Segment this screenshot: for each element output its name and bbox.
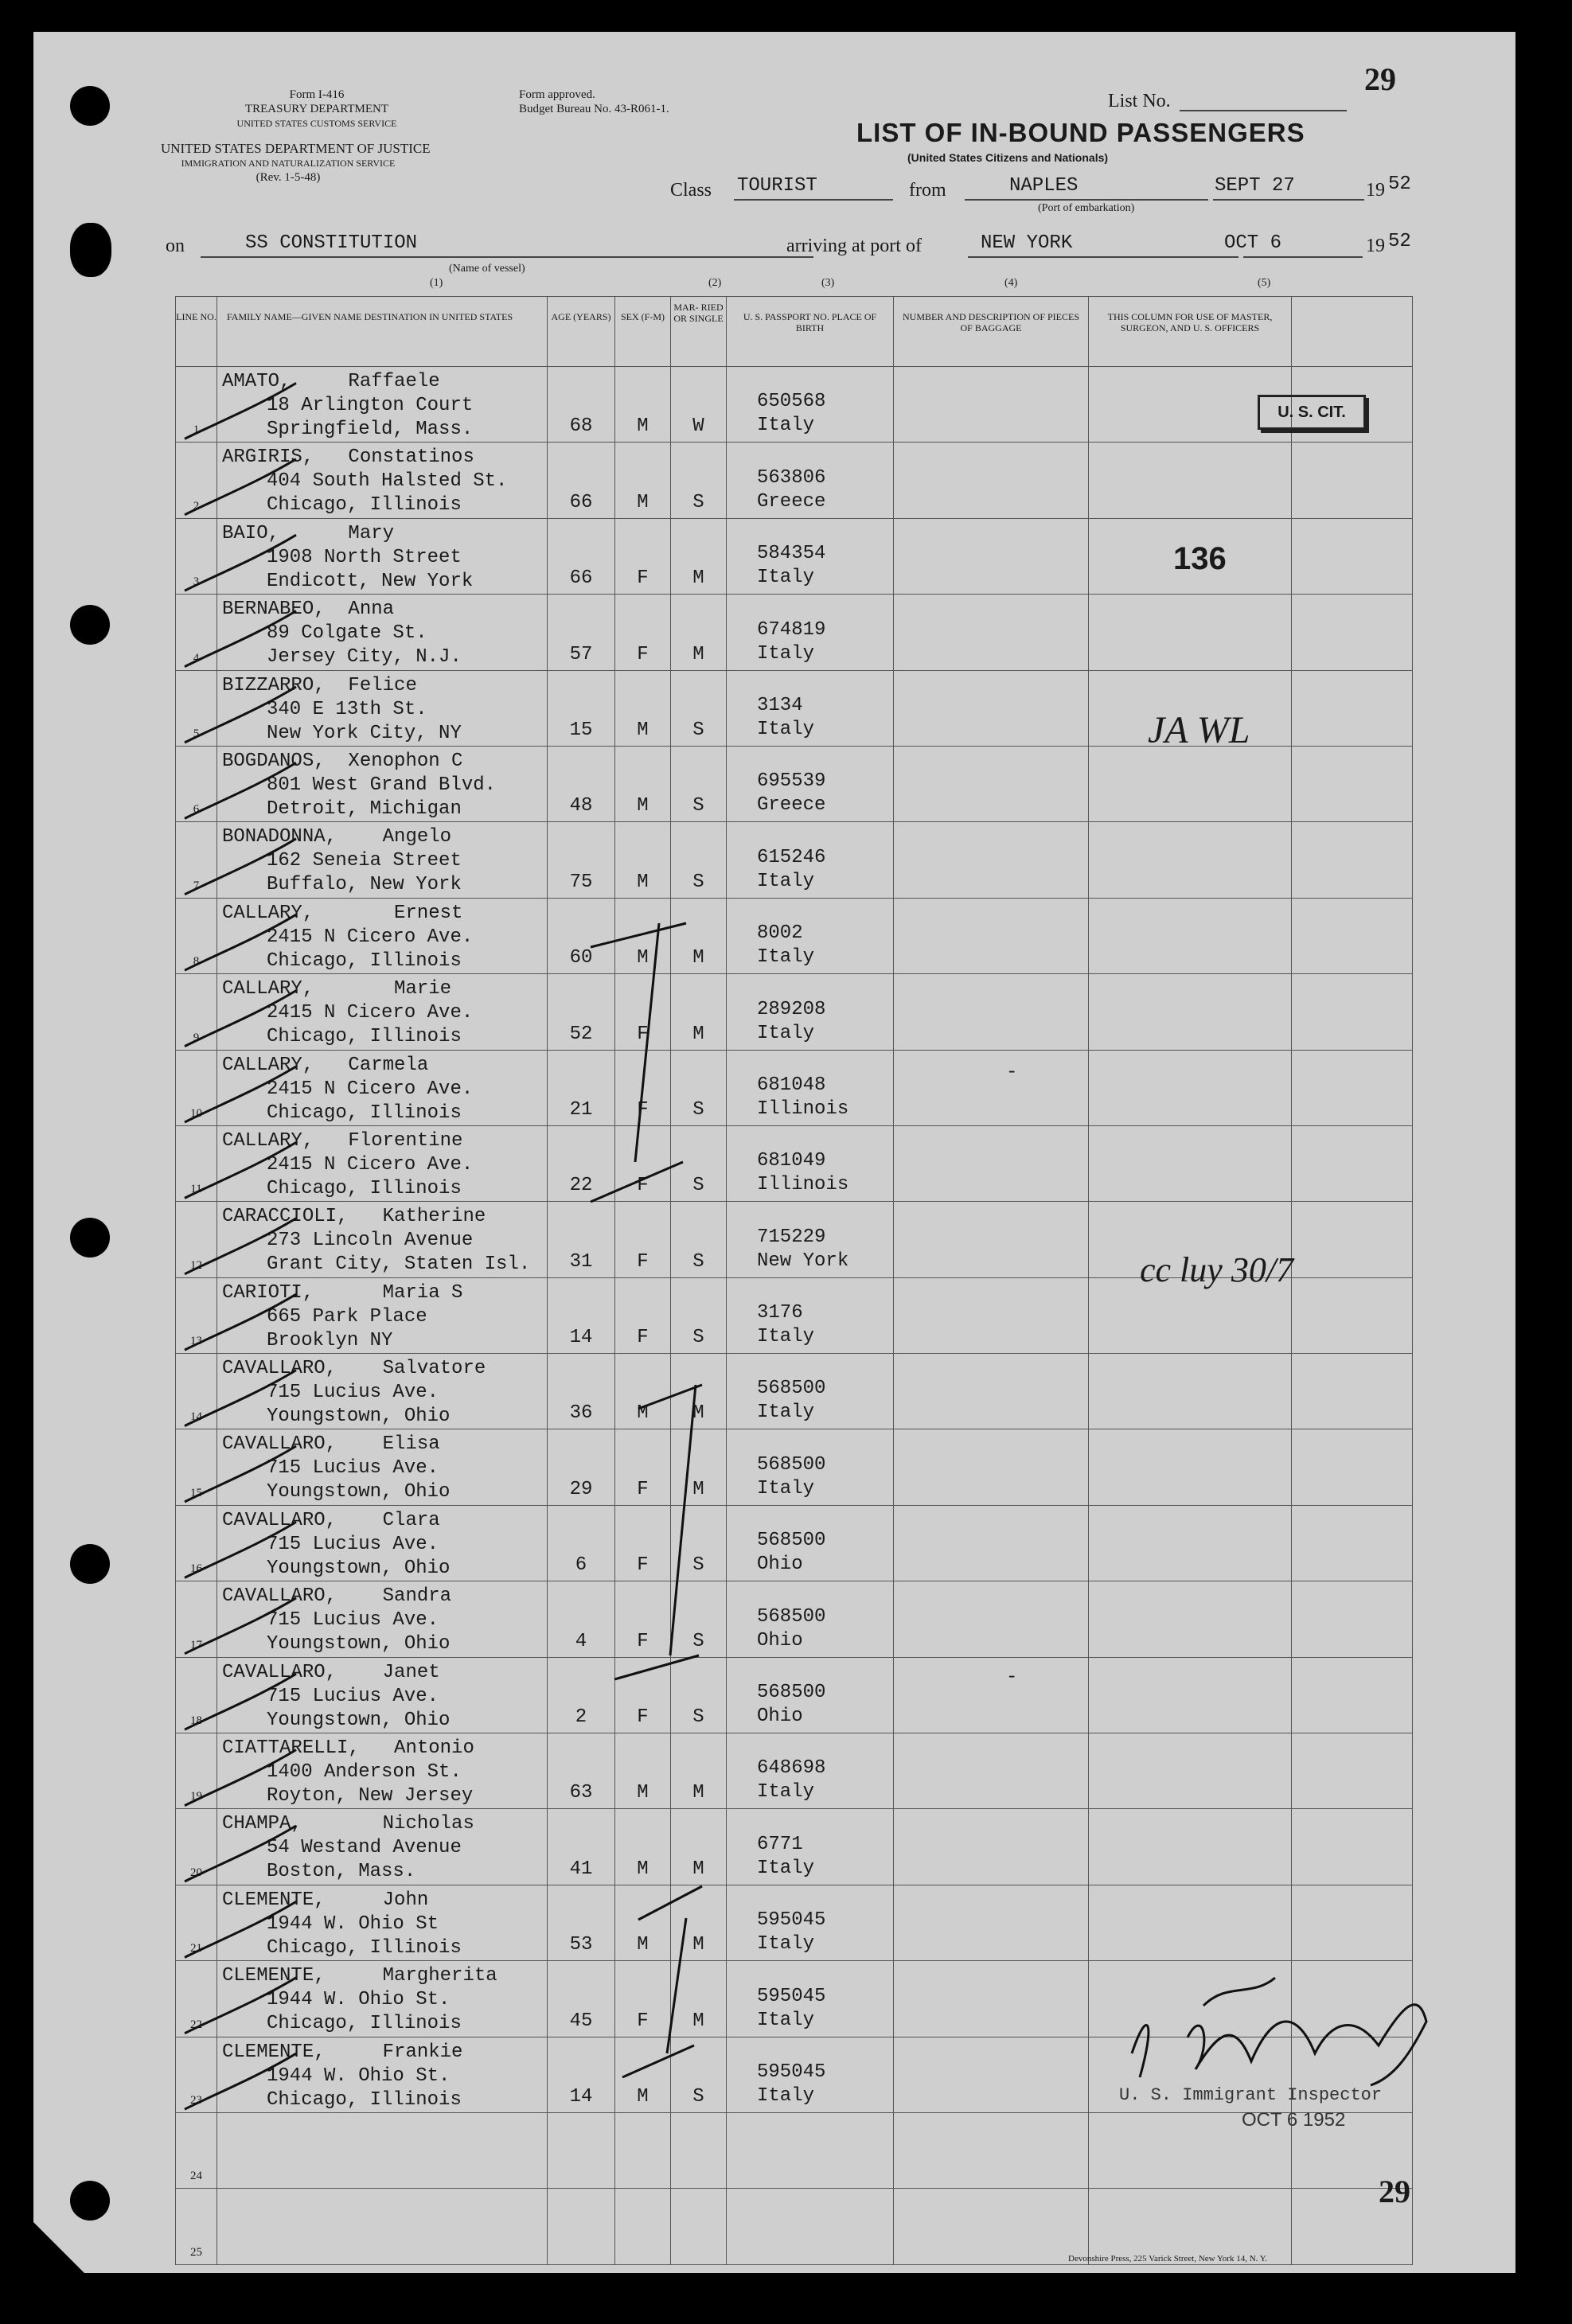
passenger-address: 1944 W. Ohio St. <box>267 1989 451 2011</box>
on-label: on <box>166 236 185 256</box>
column-number: (3) <box>821 277 835 289</box>
line-number: 16 <box>176 1505 217 1581</box>
check-mark <box>185 611 296 667</box>
birth-place: Italy <box>757 2009 815 2031</box>
passenger-city: New York City, NY <box>267 722 462 744</box>
passport-number: 568500 <box>757 1378 826 1400</box>
passenger-name: CLEMENTE, Margherita <box>222 1965 497 1987</box>
sex-cell: M <box>615 1354 671 1429</box>
marital-cell: M <box>671 898 727 973</box>
line-number: 11 <box>176 1125 217 1201</box>
marital-cell: S <box>671 2037 727 2112</box>
line-number: 8 <box>176 898 217 973</box>
passenger-address: 2415 N Cicero Ave. <box>267 926 474 948</box>
sex-cell: F <box>615 1202 671 1277</box>
passport-number: 568500 <box>757 1453 826 1476</box>
passenger-address: 715 Lucius Ave. <box>267 1533 439 1555</box>
sex-cell: F <box>615 1125 671 1201</box>
marital-cell: S <box>671 822 727 898</box>
line-number: 3 <box>176 518 217 594</box>
arrival-year-prefix: 19 <box>1366 236 1385 256</box>
page-number-top: 29 <box>1364 61 1396 97</box>
check-mark <box>185 535 296 591</box>
sex-cell: M <box>615 2037 671 2112</box>
header-officers: THIS COLUMN FOR USE OF MASTER, SURGEON, AND U. S. OFFICERS <box>1089 297 1292 367</box>
age-cell: 22 <box>548 1125 615 1201</box>
birth-place: Italy <box>757 642 815 665</box>
marital-cell: S <box>671 1125 727 1201</box>
passenger-city: Grant City, Staten Isl. <box>267 1254 531 1276</box>
line-number: 13 <box>176 1277 217 1353</box>
check-mark <box>185 914 296 970</box>
line-number: 5 <box>176 670 217 746</box>
arrival-year: 52 <box>1388 231 1411 252</box>
handwritten-initials: JA WL <box>1148 709 1250 751</box>
embark-date: SEPT 27 <box>1215 175 1295 197</box>
manifest-title: LIST OF IN-BOUND PASSENGERS <box>856 118 1305 147</box>
passenger-city: Chicago, Illinois <box>267 494 462 517</box>
age-cell: 29 <box>548 1429 615 1505</box>
check-mark <box>185 1826 296 1881</box>
age-cell: 60 <box>548 898 615 973</box>
marital-cell: S <box>671 1050 727 1125</box>
marital-cell: M <box>671 1809 727 1885</box>
passenger-city: Chicago, Illinois <box>267 1026 462 1048</box>
passenger-name: BONADONNA, Angelo <box>222 826 452 848</box>
age-cell: 66 <box>548 443 615 518</box>
passenger-address: 715 Lucius Ave. <box>267 1457 439 1480</box>
line-number: 17 <box>176 1581 217 1657</box>
passenger-city: Springfield, Mass. <box>267 419 474 440</box>
line-number: 10 <box>176 1050 217 1125</box>
check-mark <box>185 2053 296 2109</box>
passenger-name: CALLARY, Carmela <box>222 1054 429 1076</box>
passenger-address: 715 Lucius Ave. <box>267 1685 439 1707</box>
manifest-page <box>33 32 1515 2273</box>
marital-cell: S <box>671 1277 727 1353</box>
passenger-name: CAVALLARO, Janet <box>222 1661 440 1683</box>
header-married: MAR- RIED OR SINGLE <box>671 297 727 367</box>
form-justice: UNITED STATES DEPARTMENT OF JUSTICE <box>161 141 431 156</box>
line-number: 21 <box>176 1885 217 1960</box>
age-cell: 4 <box>548 1581 615 1657</box>
marital-cell: S <box>671 1581 727 1657</box>
sex-cell: M <box>615 1733 671 1809</box>
list-no-label: List No. <box>1108 91 1171 111</box>
sex-cell: F <box>615 518 671 594</box>
check-mark <box>185 1978 296 2034</box>
passenger-city: Chicago, Illinois <box>267 1936 462 1959</box>
check-mark <box>185 383 296 439</box>
passport-number: 715229 <box>757 1226 826 1248</box>
passenger-name: CIATTARELLI, Antonio <box>222 1737 474 1760</box>
sex-cell: M <box>615 670 671 746</box>
age-cell: 66 <box>548 518 615 594</box>
age-cell: 48 <box>548 746 615 821</box>
marital-cell: M <box>671 1429 727 1505</box>
passenger-city: Youngstown, Ohio <box>267 1633 451 1655</box>
passenger-name: CAVALLARO, Clara <box>222 1509 440 1531</box>
family-bracket <box>667 1918 686 2053</box>
sex-cell: M <box>615 822 671 898</box>
passport-number: 595045 <box>757 1909 826 1932</box>
birth-place: Italy <box>757 1326 815 1348</box>
passenger-name: CLEMENTE, Frankie <box>222 2041 463 2063</box>
passenger-address: 1944 W. Ohio St <box>267 1913 439 1935</box>
check-mark <box>185 1522 296 1577</box>
passenger-name: ARGIRIS, Constatinos <box>222 446 474 469</box>
passenger-name: CALLARY, Marie <box>222 978 452 1000</box>
passenger-address: 1944 W. Ohio St. <box>267 2065 451 2087</box>
age-cell: 53 <box>548 1885 615 1960</box>
family-bracket <box>670 1385 696 1655</box>
sex-cell: F <box>615 1050 671 1125</box>
passenger-city: Youngstown, Ohio <box>267 1557 451 1579</box>
marital-cell: M <box>671 1733 727 1809</box>
line-number: 12 <box>176 1202 217 1277</box>
birth-place: Italy <box>757 1402 815 1424</box>
sex-cell: M <box>615 1809 671 1885</box>
manifest-subtitle: (United States Citizens and Nationals) <box>907 151 1109 164</box>
age-cell: 15 <box>548 670 615 746</box>
passenger-city: Chicago, Illinois <box>267 2088 462 2111</box>
page-number-bottom: 29 <box>1379 2174 1410 2209</box>
line-number: 19 <box>176 1733 217 1809</box>
passport-number: 568500 <box>757 1682 826 1704</box>
line-number: 25 <box>176 2189 217 2264</box>
age-cell: 63 <box>548 1733 615 1809</box>
passport-number: 595045 <box>757 1985 826 2007</box>
passenger-city: Buffalo, New York <box>267 874 462 896</box>
marital-cell: M <box>671 595 727 670</box>
line-number: 7 <box>176 822 217 898</box>
passport-number: 648698 <box>757 1757 826 1780</box>
birth-place: Italy <box>757 415 815 437</box>
age-cell: 36 <box>548 1354 615 1429</box>
check-mark <box>185 1294 296 1350</box>
marital-cell: S <box>671 670 727 746</box>
form-budget: Budget Bureau No. 43-R061-1. <box>519 103 669 115</box>
line-number: 15 <box>176 1429 217 1505</box>
age-cell: 14 <box>548 2037 615 2112</box>
passenger-address: 162 Seneia Street <box>267 850 462 872</box>
check-mark <box>185 1901 296 1957</box>
passport-number: 3176 <box>757 1302 803 1324</box>
column-number: (5) <box>1258 277 1271 289</box>
line-number: 24 <box>176 2112 217 2188</box>
check-mark <box>185 687 296 743</box>
passenger-name: AMATO, Raffaele <box>222 371 440 392</box>
birth-place: Italy <box>757 1933 815 1956</box>
arrival-date: OCT 6 <box>1224 232 1282 254</box>
line-number: 20 <box>176 1809 217 1885</box>
age-cell: 41 <box>548 1809 615 1885</box>
age-cell: 52 <box>548 974 615 1050</box>
passport-number: 584354 <box>757 543 826 565</box>
passport-number: 615246 <box>757 846 826 868</box>
arriving-label: arriving at port of <box>786 236 922 256</box>
passenger-name: CHAMPA, Nicholas <box>222 1813 474 1835</box>
check-mark <box>185 1598 296 1654</box>
birth-place: Italy <box>757 1477 815 1499</box>
birth-place: Italy <box>757 1781 815 1803</box>
birth-place: Italy <box>757 718 815 740</box>
marital-cell: S <box>671 1505 727 1581</box>
bracket-slash <box>622 2045 694 2077</box>
birth-place: Greece <box>757 490 826 513</box>
manifest-count: 136 <box>1173 541 1227 576</box>
passenger-city: Detroit, Michigan <box>267 797 462 820</box>
form-approved: Form approved. <box>519 88 595 101</box>
class-value: TOURIST <box>737 175 817 197</box>
birth-place: Ohio <box>757 1629 803 1651</box>
passenger-city: Chicago, Illinois <box>267 949 462 972</box>
form-treasury: TREASURY DEPARTMENT <box>244 103 389 115</box>
passenger-city: Endicott, New York <box>267 570 474 592</box>
sex-cell: F <box>615 595 671 670</box>
check-mark <box>185 1066 296 1122</box>
passenger-city: Youngstown, Ohio <box>267 1481 451 1503</box>
passport-number: 568500 <box>757 1605 826 1628</box>
header-sex: SEX (F-M) <box>615 297 671 367</box>
age-cell: 2 <box>548 1657 615 1733</box>
vessel-note: (Name of vessel) <box>449 263 525 275</box>
header-baggage: NUMBER AND DESCRIPTION OF PIECES OF BAGGAGE <box>894 297 1089 367</box>
printer-imprint: Devonshire Press, 225 Varick Street, New York 14, N. Y. <box>1068 2254 1268 2264</box>
passport-number: 563806 <box>757 466 826 489</box>
column-number: (1) <box>430 277 443 289</box>
passenger-name: CARIOTI, Maria S <box>222 1281 463 1304</box>
line-number: 23 <box>176 2037 217 2112</box>
passenger-name: CALLARY, Florentine <box>222 1129 463 1152</box>
form-ins: IMMIGRATION AND NATURALIZATION SERVICE <box>181 158 396 169</box>
birth-place: Italy <box>757 1857 815 1879</box>
arrival-port: NEW YORK <box>981 232 1073 254</box>
sex-cell: M <box>615 1885 671 1960</box>
passport-number: 695539 <box>757 770 826 793</box>
passenger-name: CAVALLARO, Sandra <box>222 1585 452 1608</box>
inspector-title: U. S. Immigrant Inspector <box>1119 2085 1383 2105</box>
age-cell: 45 <box>548 1961 615 2037</box>
family-bracket <box>635 923 659 1162</box>
from-value: NAPLES <box>1009 175 1079 197</box>
passenger-city: Royton, New Jersey <box>267 1785 474 1807</box>
passport-number: 681049 <box>757 1150 826 1172</box>
marital-cell: M <box>671 1961 727 2037</box>
embark-year: 52 <box>1388 174 1411 195</box>
passport-number: 674819 <box>757 618 826 641</box>
passport-number: 650568 <box>757 391 826 413</box>
passenger-name: CALLARY, Ernest <box>222 902 463 924</box>
annotation-marks <box>33 32 1515 2273</box>
passenger-address: 273 Lincoln Avenue <box>267 1230 474 1252</box>
passenger-city: Chicago, Illinois <box>267 2013 462 2035</box>
vessel-name: SS CONSTITUTION <box>245 232 418 254</box>
birth-place: New York <box>757 1250 849 1272</box>
marital-cell: S <box>671 746 727 821</box>
passport-number: 681048 <box>757 1074 826 1096</box>
port-embarkation-note: (Port of embarkation) <box>1038 202 1135 214</box>
passport-number: 289208 <box>757 998 826 1020</box>
header-line: LINE NO. <box>176 297 217 367</box>
passenger-name: BOGDANOS, Xenophon C <box>222 750 463 772</box>
check-mark <box>185 839 296 895</box>
sex-cell: F <box>615 1657 671 1733</box>
passenger-name: CAVALLARO, Elisa <box>222 1433 440 1456</box>
sex-cell: F <box>615 1277 671 1353</box>
baggage-dash: - <box>1006 1062 1018 1083</box>
marital-cell: M <box>671 1354 727 1429</box>
sex-cell: F <box>615 1429 671 1505</box>
passport-number: 568500 <box>757 1530 826 1552</box>
passport-number: 6771 <box>757 1833 803 1855</box>
birth-place: Ohio <box>757 1554 803 1576</box>
passport-number: 595045 <box>757 2061 826 2083</box>
passenger-name: CLEMENTE, John <box>222 1889 429 1911</box>
check-mark <box>185 991 296 1047</box>
passenger-address: 715 Lucius Ave. <box>267 1382 439 1404</box>
passenger-address: 2415 N Cicero Ave. <box>267 1153 474 1176</box>
sex-cell: F <box>615 1581 671 1657</box>
line-number: 14 <box>176 1354 217 1429</box>
passenger-address: 801 West Grand Blvd. <box>267 774 497 796</box>
birth-place: Italy <box>757 567 815 589</box>
passenger-address: 2415 N Cicero Ave. <box>267 1078 474 1100</box>
marital-cell: M <box>671 1885 727 1960</box>
check-mark <box>185 1219 296 1274</box>
form-number: Form I-416 <box>289 88 345 101</box>
marital-cell: S <box>671 443 727 518</box>
header-passport: U. S. PASSPORT NO. PLACE OF BIRTH <box>727 297 894 367</box>
bracket-slash <box>614 1655 699 1679</box>
us-citizen-stamp: U. S. CIT. <box>1258 395 1366 430</box>
baggage-dash: - <box>1006 1667 1018 1688</box>
age-cell: 75 <box>548 822 615 898</box>
bracket-slash <box>591 1162 683 1202</box>
passenger-name: CARACCIOLI, Katherine <box>222 1206 486 1228</box>
passenger-city: Jersey City, N.J. <box>267 646 462 669</box>
birth-place: Illinois <box>757 1098 849 1120</box>
form-revision: (Rev. 1-5-48) <box>255 171 321 184</box>
passenger-name: BIZZARRO, Felice <box>222 674 417 696</box>
check-mark <box>185 1142 296 1198</box>
passenger-name: CAVALLARO, Salvatore <box>222 1358 486 1380</box>
passport-number: 8002 <box>757 922 803 945</box>
marital-cell: W <box>671 367 727 443</box>
marital-cell: M <box>671 518 727 594</box>
marital-cell: M <box>671 974 727 1050</box>
form-customs: UNITED STATES CUSTOMS SERVICE <box>236 118 397 129</box>
marital-cell: S <box>671 1657 727 1733</box>
passenger-city: Youngstown, Ohio <box>267 1406 451 1428</box>
bracket-slash <box>591 923 686 947</box>
birth-place: Ohio <box>757 1706 803 1728</box>
birth-place: Illinois <box>757 1174 849 1196</box>
line-number: 9 <box>176 974 217 1050</box>
check-mark <box>185 1371 296 1426</box>
age-cell: 21 <box>548 1050 615 1125</box>
column-number: (2) <box>708 277 722 289</box>
passenger-address: 715 Lucius Ave. <box>267 1609 439 1632</box>
from-label: from <box>909 180 946 201</box>
check-mark <box>185 1750 296 1806</box>
check-mark <box>185 1674 296 1729</box>
line-number: 22 <box>176 1961 217 2037</box>
passenger-city: Brooklyn NY <box>267 1329 393 1351</box>
birth-place: Italy <box>757 946 815 969</box>
bracket-slash <box>638 1886 702 1920</box>
check-mark <box>185 762 296 818</box>
passenger-address: 18 Arlington Court <box>267 395 474 416</box>
passenger-address: 404 South Halsted St. <box>267 470 508 493</box>
passenger-address: 340 E 13th St. <box>267 698 427 720</box>
passenger-city: Youngstown, Ohio <box>267 1709 451 1731</box>
birth-place: Italy <box>757 2084 815 2107</box>
header-name: FAMILY NAME—GIVEN NAME DESTINATION IN UNITED STATES <box>217 297 548 367</box>
sex-cell: F <box>615 1961 671 2037</box>
sex-cell: M <box>615 367 671 443</box>
line-number: 2 <box>176 443 217 518</box>
line-number: 6 <box>176 746 217 821</box>
age-cell: 57 <box>548 595 615 670</box>
passport-number: 3134 <box>757 694 803 716</box>
passenger-address: 89 Colgate St. <box>267 622 427 645</box>
header-age: AGE (YEARS) <box>548 297 615 367</box>
passenger-address: 1400 Anderson St. <box>267 1761 462 1784</box>
sex-cell: M <box>615 898 671 973</box>
embark-year-prefix: 19 <box>1366 180 1385 201</box>
sex-cell: M <box>615 746 671 821</box>
age-cell: 6 <box>548 1505 615 1581</box>
sex-cell: F <box>615 1505 671 1581</box>
sex-cell: F <box>615 974 671 1050</box>
line-number: 18 <box>176 1657 217 1733</box>
bracket-slash <box>638 1385 702 1409</box>
passenger-address: 54 Westand Avenue <box>267 1837 462 1859</box>
birth-place: Italy <box>757 1022 815 1044</box>
passenger-address: 665 Park Place <box>267 1305 427 1328</box>
passenger-city: Boston, Mass. <box>267 1861 416 1883</box>
birth-place: Italy <box>757 870 815 892</box>
birth-place: Greece <box>757 794 826 817</box>
marital-cell: S <box>671 1202 727 1277</box>
age-cell: 14 <box>548 1277 615 1353</box>
class-label: Class <box>670 180 712 201</box>
passenger-address: 2415 N Cicero Ave. <box>267 1002 474 1024</box>
inspection-date: OCT 6 1952 <box>1242 2109 1346 2131</box>
column-number: (4) <box>1004 277 1018 289</box>
handwritten-note: cc luy 30/7 <box>1140 1250 1294 1289</box>
check-mark <box>185 459 296 515</box>
passenger-name: BAIO, Mary <box>222 522 395 544</box>
line-number: 1 <box>176 367 217 443</box>
passenger-city: Chicago, Illinois <box>267 1102 462 1124</box>
age-cell: 31 <box>548 1202 615 1277</box>
passenger-address: 1908 North Street <box>267 546 462 568</box>
passenger-name: BERNABEO, Anna <box>222 599 395 621</box>
age-cell: 68 <box>548 367 615 443</box>
line-number: 4 <box>176 595 217 670</box>
check-mark <box>185 1446 296 1502</box>
sex-cell: M <box>615 443 671 518</box>
passenger-city: Chicago, Illinois <box>267 1177 462 1199</box>
